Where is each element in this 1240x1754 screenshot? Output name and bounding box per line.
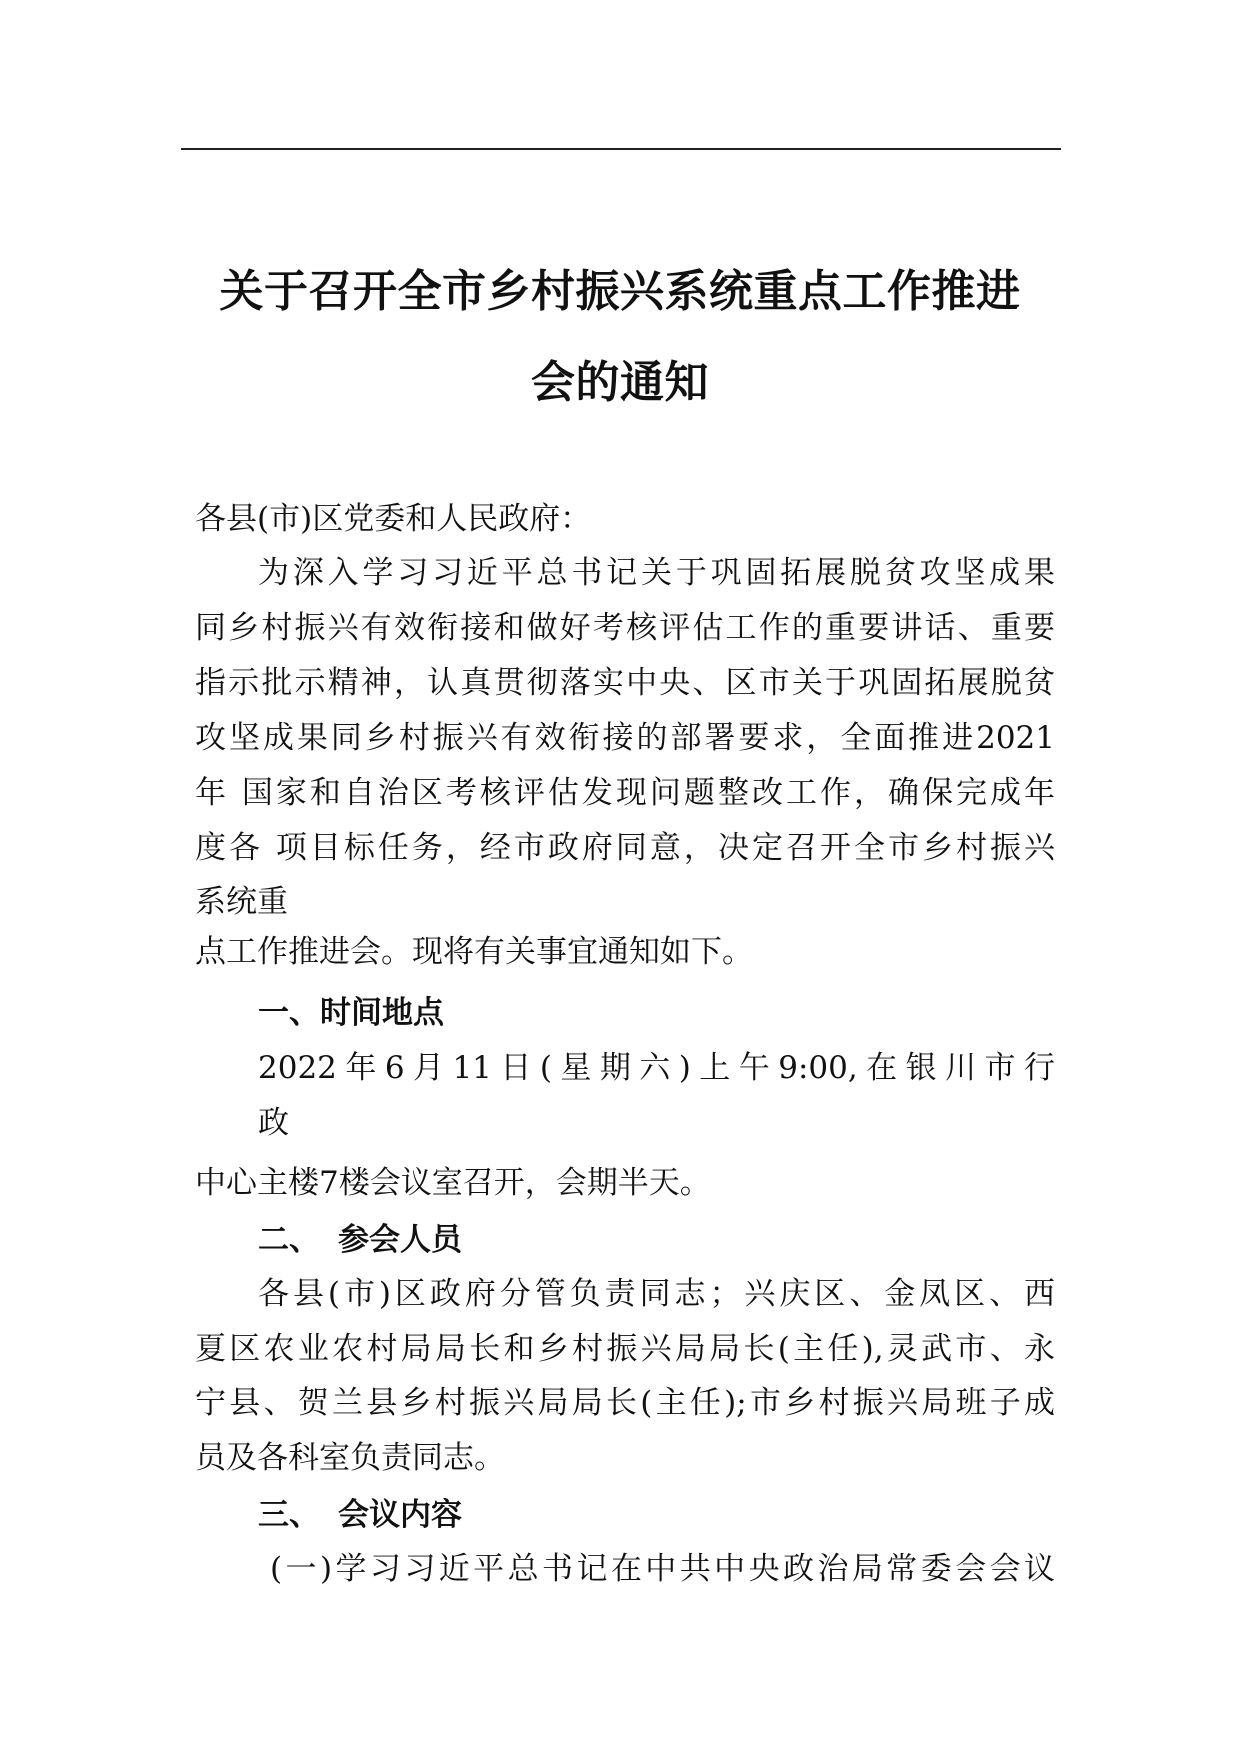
intro-line: 度各 项目标任务，经市政府同意，决定召开全市乡村振兴 xyxy=(195,830,1055,866)
intro-line: 为深入学习习近平总书记关于巩固拓展脱贫攻坚成果 xyxy=(258,555,1055,591)
section1-line: 2022年6月11日(星期六)上午9:00,在银川市行 xyxy=(258,1050,1055,1086)
document-title-line2: 会的通知 xyxy=(531,357,709,408)
section3-heading-text: 会议内容 xyxy=(338,1497,462,1533)
section2-heading xyxy=(258,1218,462,1262)
intro-line: 系统重 xyxy=(195,884,288,920)
section1-line: 政 xyxy=(258,1105,289,1141)
document-title-line1: 关于召开全市乡村振兴系统重点工作推进 xyxy=(219,266,1021,317)
intro-line: 同乡村振兴有效衔接和做好考核评估工作的重要讲话、重要 xyxy=(195,610,1055,646)
section3-heading xyxy=(258,1493,462,1537)
section1-line: 中心主楼7楼会议室召开，会期半天。 xyxy=(195,1165,711,1201)
header-rule xyxy=(181,148,1061,150)
section2-line: 员及各科室负责同志。 xyxy=(195,1440,505,1476)
salutation: 各县(市)区党委和人民政府： xyxy=(195,501,592,537)
section2-line: 夏区农业农村局局长和乡村振兴局局长(主任),灵武市、永 xyxy=(195,1331,1055,1367)
section2-heading-text: 参会人员 xyxy=(338,1222,462,1258)
section2-line: 宁县、贺兰县乡村振兴局局长(主任);市乡村振兴局班子成 xyxy=(195,1385,1055,1421)
section2-heading-num: 二、 xyxy=(258,1222,320,1258)
intro-line: 点工作推进会。现将有关事宜通知如下。 xyxy=(195,934,753,970)
section3-heading-num: 三、 xyxy=(258,1497,320,1533)
intro-line: 指示批示精神，认真贯彻落实中央、区市关于巩固拓展脱贫 xyxy=(195,665,1055,701)
intro-line: 攻坚成果同乡村振兴有效衔接的部署要求，全面推进2021 xyxy=(195,720,1055,756)
section1-heading: 一、时间地点 xyxy=(258,995,444,1031)
section3-line: (一)学习习近平总书记在中共中央政治局常委会会议 xyxy=(270,1551,1055,1587)
intro-line: 年 国家和自治区考核评估发现问题整改工作，确保完成年 xyxy=(195,775,1055,811)
section2-line: 各县(市)区政府分管负责同志；兴庆区、金凤区、西 xyxy=(258,1276,1055,1312)
